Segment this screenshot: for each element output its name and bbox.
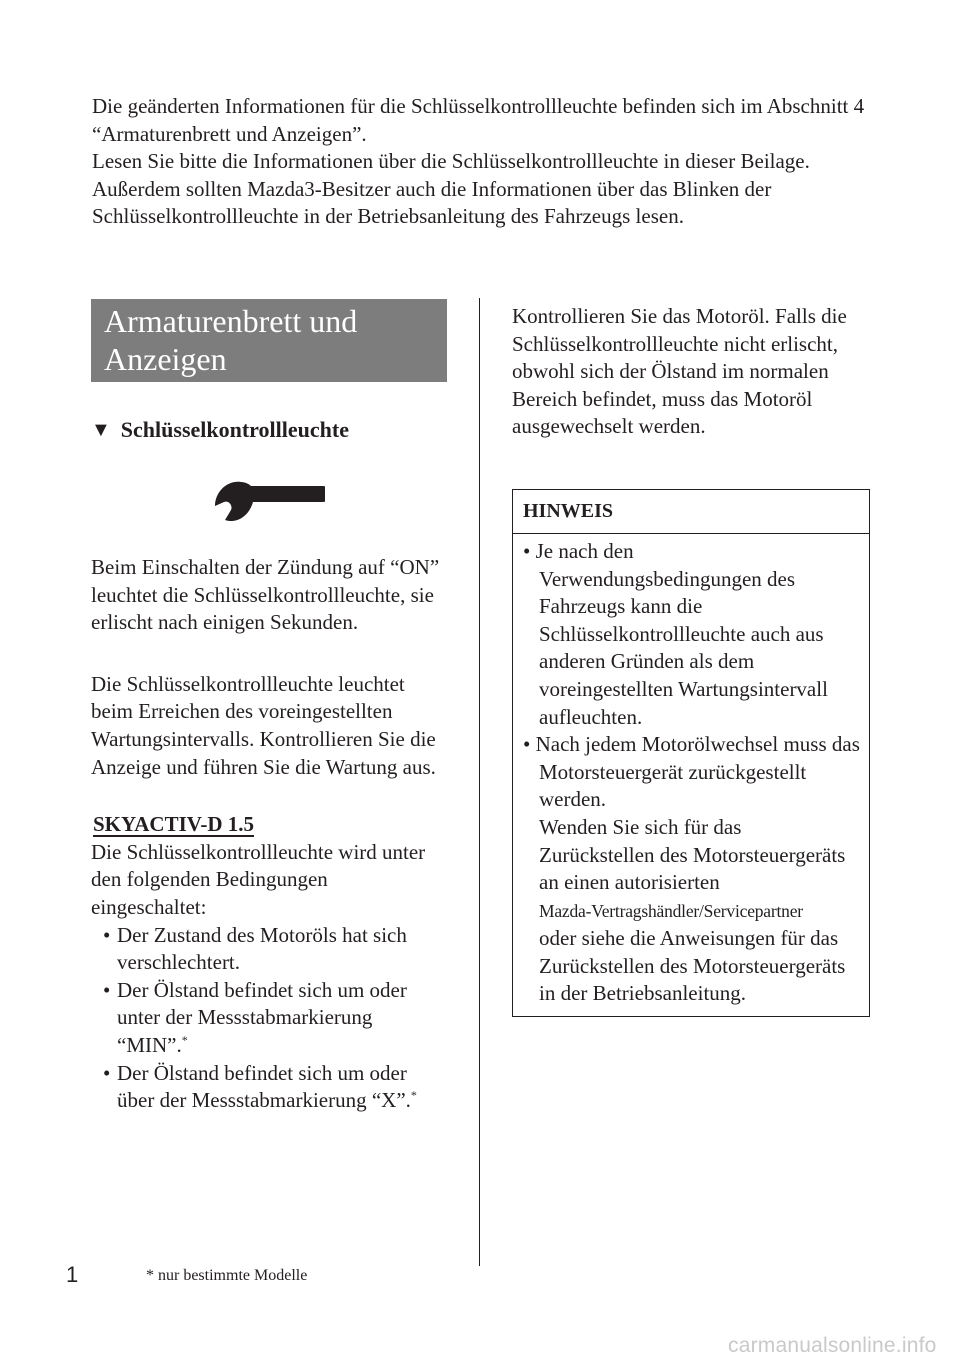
note-item-2a: Nach jedem Motorölwechsel muss das Motorsteuergerät zurückgestellt werden. (535, 732, 860, 812)
intro-paragraph-2: Lesen Sie bitte die Informationen über die Schlüsselkontrollleuchte in dieser Beilage. (92, 149, 810, 174)
footnote-mark: * (181, 1032, 188, 1047)
column-divider (479, 298, 480, 1266)
list-item-text: Der Ölstand befindet sich um oder über der Messstabmarkierung “X”. (117, 1060, 411, 1113)
wrench-icon (215, 470, 325, 530)
note-box (512, 489, 870, 1017)
note-title: HINWEIS (513, 490, 869, 534)
footnote-mark: * (410, 1088, 417, 1103)
list-item (523, 731, 861, 1008)
section-title-line-2: Anzeigen (104, 341, 227, 377)
page-number: 1 (66, 1262, 79, 1287)
list-item (91, 922, 447, 977)
intro-text (92, 93, 882, 231)
triangle-down-icon: ▼ (91, 419, 111, 441)
left-paragraph-2: Die Schlüsselkontrollleuchte leuchtet beim Erreichen des voreingestellten Wartungsintervalls. Kontrollieren Sie die Anzeige und führen Sie die Wartung aus. (91, 671, 436, 779)
section-title-line-1: Armaturenbrett und (104, 303, 358, 339)
bullet-mark: • (523, 732, 531, 757)
section-title-banner (91, 299, 447, 382)
list-item-text: Der Zustand des Motoröls hat sich verschlechtert. (117, 922, 407, 975)
list-item (523, 538, 861, 731)
intro-paragraph-1: Die geänderten Informationen für die Schlüsselkontrollleuchte befinden sich im Abschnitt 4 “Armaturenbrett und Anzeigen”. (92, 94, 865, 146)
watermark: carmanualsonline.info (728, 1334, 937, 1357)
note-item-2c: Mazda-Vertragshändler/Servicepartner (539, 900, 803, 921)
note-item-1: Je nach den Verwendungsbedingungen des Fahrzeugs kann die Schlüsselkontrollleuchte auch aus anderen Gründen als dem voreingestellten Wartungsintervall aufleuchten. (535, 538, 828, 729)
note-item-2d: oder siehe die Anweisungen für das Zurückstellen des Motorsteuergeräts in der Betriebsanleitung. (539, 926, 846, 1006)
footnote: * nur bestimmte Modelle (146, 1267, 308, 1284)
bullet-mark: • (103, 1060, 111, 1085)
bullet-mark: • (523, 538, 531, 563)
right-paragraph-1: Kontrollieren Sie das Motoröl. Falls die Schlüsselkontrollleuchte nicht erlischt, obwohl sich der Ölstand im normalen Bereich befindet, muss das Motoröl ausgewechselt werden. (512, 304, 847, 439)
note-item-2b: Wenden Sie sich für das Zurückstellen des Motorsteuergeräts an einen autorisierten (539, 814, 846, 895)
left-column (91, 299, 447, 1115)
list-item (91, 977, 447, 1060)
model-label: SKYACTIV-D 1.5 (93, 812, 255, 837)
note-body (513, 534, 869, 1016)
right-column (512, 303, 870, 1017)
list-item (91, 1060, 447, 1115)
sub-heading-text: Schlüsselkontrollleuchte (120, 417, 349, 442)
left-paragraph-3: Die Schlüsselkontrollleuchte wird unter den folgenden Bedingungen eingeschaltet: (91, 839, 426, 919)
sub-heading (91, 416, 447, 444)
conditions-list (91, 922, 447, 1115)
list-item-text: Der Ölstand befindet sich um oder unter der Messstabmarkierung “MIN”. (117, 977, 407, 1057)
bullet-mark: • (103, 977, 111, 1002)
intro-paragraph-3: Außerdem sollten Mazda3-Besitzer auch die Informationen über das Blinken der Schlüsselkontrollleuchte in der Betriebsanleitung des Fahrzeugs lesen. (92, 176, 772, 229)
bullet-mark: • (103, 922, 111, 947)
left-paragraph-1: Beim Einschalten der Zündung auf “ON” leuchtet die Schlüsselkontrollleuchte, sie erlischt nach einigen Sekunden. (91, 555, 440, 635)
